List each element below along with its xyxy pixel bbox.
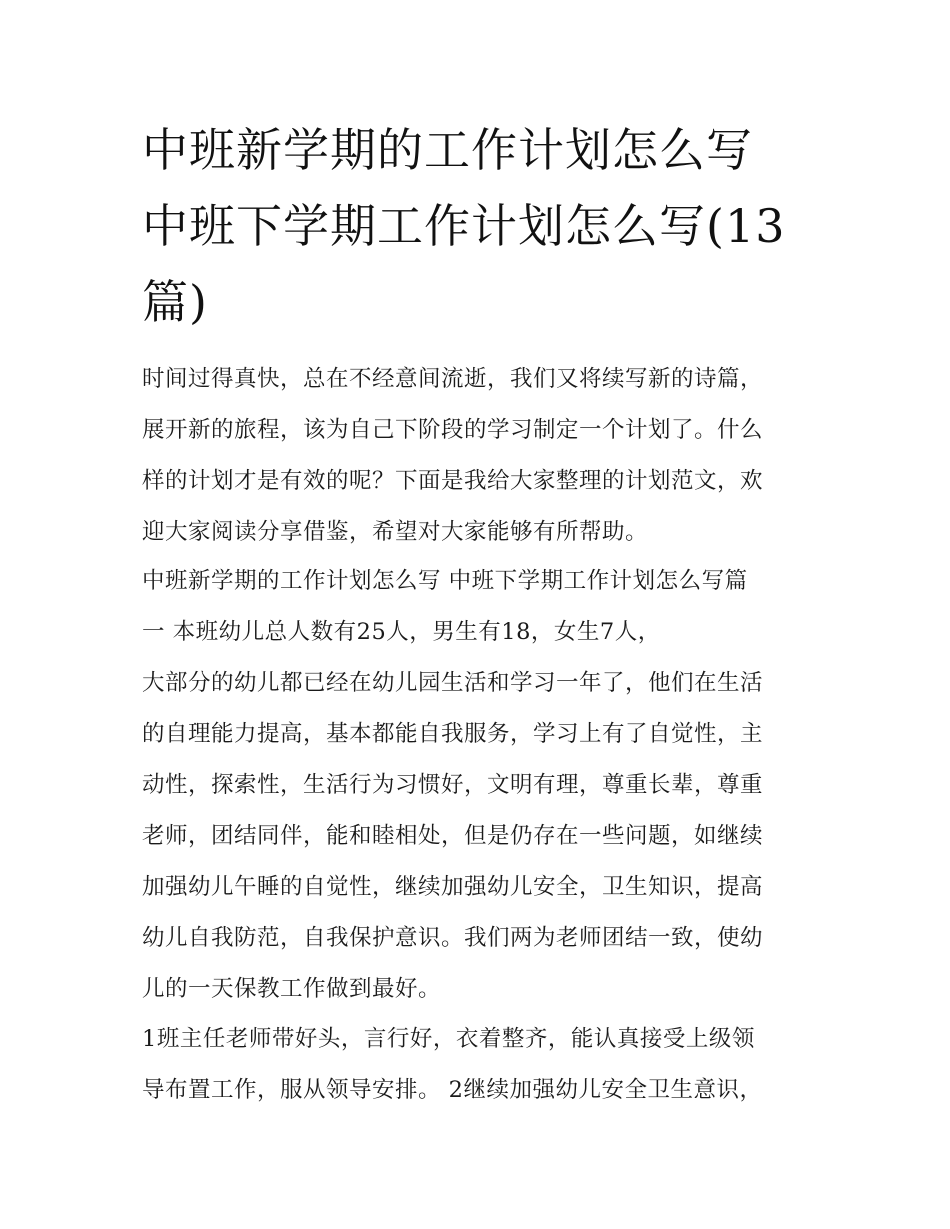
text-line: 导布置工作，服从领导安排。 2继续加强幼儿安全卫生意识，	[142, 1077, 763, 1103]
main-paragraph	[142, 658, 822, 1015]
text-line: 时间过得真快，总在不经意间流逝，我们又将续写新的诗篇，	[142, 366, 764, 392]
text-line: 中班新学期的工作计划怎么写 中班下学期工作计划怎么写篇	[142, 568, 748, 594]
text-line: 幼儿自我防范，自我保护意识。我们两为老师团结一致，使幼	[142, 925, 764, 951]
text-line: 加强幼儿午睡的自觉性，继续加强幼儿安全，卫生知识，提高	[142, 874, 764, 900]
text-line: 一 本班幼儿总人数有25人，男生有18，女生7人，	[142, 619, 661, 645]
text-line: 动性，探索性，生活行为习惯好，文明有理，尊重长辈，尊重	[142, 772, 764, 798]
title-line: 中班下学期工作计划怎么写(13	[142, 199, 786, 253]
title-line: 中班新学期的工作计划怎么写	[142, 123, 753, 177]
section-heading	[142, 556, 822, 658]
text-line: 儿的一天保教工作做到最好。	[142, 976, 442, 1002]
title-line: 篇)	[142, 275, 208, 329]
list-paragraph	[142, 1014, 822, 1116]
text-line: 展开新的旅程，该为自己下阶段的学习制定一个计划了。什么	[142, 417, 764, 443]
text-line: 样的计划才是有效的呢？下面是我给大家整理的计划范文，欢	[142, 468, 764, 494]
text-line: 1班主任老师带好头，言行好，衣着整齐，能认真接受上级领	[142, 1026, 755, 1052]
text-line: 大部分的幼儿都已经在幼儿园生活和学习一年了，他们在生活	[142, 670, 764, 696]
text-line: 老师，团结同伴，能和睦相处，但是仍存在一些问题，如继续	[142, 823, 764, 849]
document-title	[142, 112, 822, 340]
text-line: 的自理能力提高，基本都能自我服务，学习上有了自觉性，主	[142, 721, 764, 747]
text-line: 迎大家阅读分享借鉴，希望对大家能够有所帮助。	[142, 519, 649, 545]
intro-paragraph	[142, 354, 822, 558]
